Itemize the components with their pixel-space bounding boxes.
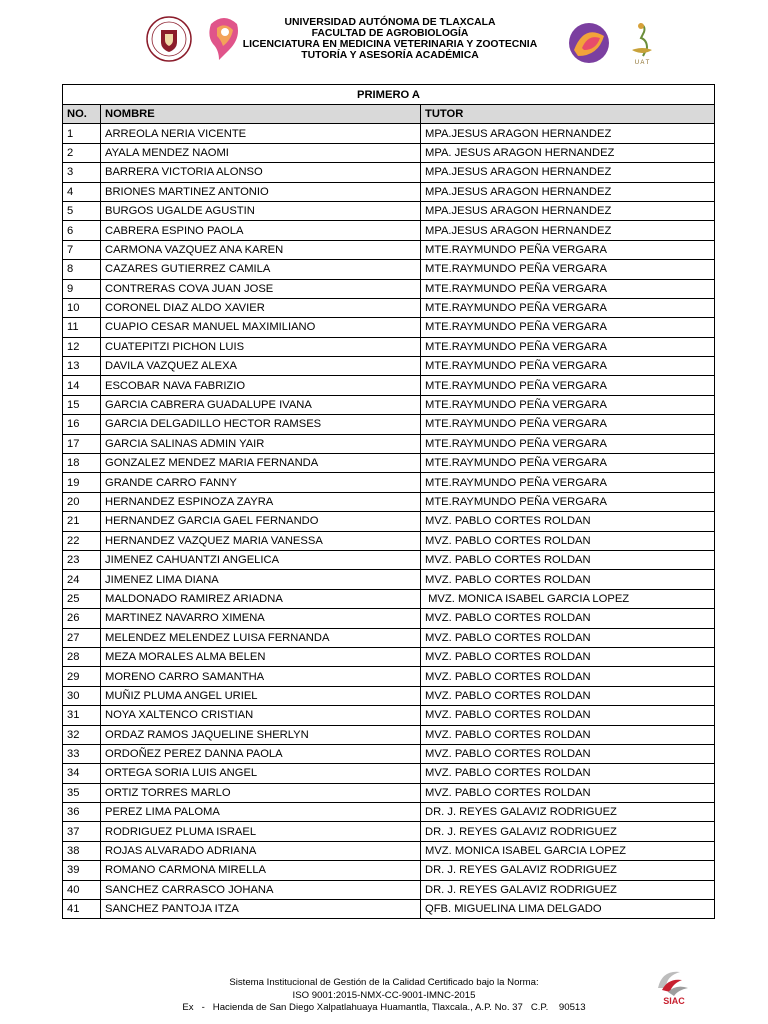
row-number: 33: [63, 744, 101, 763]
student-tutor-table: [62, 84, 715, 919]
table-row: [63, 260, 715, 279]
row-number: 29: [63, 667, 101, 686]
row-number: 16: [63, 415, 101, 434]
student-name: PEREZ LIMA PALOMA: [101, 803, 421, 822]
row-number: 1: [63, 124, 101, 143]
tutor-name: DR. J. REYES GALAVIZ RODRIGUEZ: [421, 803, 715, 822]
table-row: [63, 667, 715, 686]
row-number: 27: [63, 628, 101, 647]
table-row: [63, 764, 715, 783]
student-name: ROMANO CARMONA MIRELLA: [101, 861, 421, 880]
student-name: CONTRERAS COVA JUAN JOSE: [101, 279, 421, 298]
table-row: [63, 841, 715, 860]
tutor-name: MPA.JESUS ARAGON HERNANDEZ: [421, 221, 715, 240]
student-name: ORDOÑEZ PEREZ DANNA PAOLA: [101, 744, 421, 763]
table-row: [63, 531, 715, 550]
table-row: [63, 473, 715, 492]
table-row: [63, 279, 715, 298]
row-number: 18: [63, 454, 101, 473]
tutor-name: MTE.RAYMUNDO PEÑA VERGARA: [421, 415, 715, 434]
row-number: 5: [63, 201, 101, 220]
student-name: MARTINEZ NAVARRO XIMENA: [101, 609, 421, 628]
footer-iso-line: ISO 9001:2015-NMX-CC-9001-IMNC-2015: [292, 989, 476, 1001]
tutor-name: MVZ. PABLO CORTES ROLDAN: [421, 764, 715, 783]
student-name: CARMONA VAZQUEZ ANA KAREN: [101, 240, 421, 259]
tutor-name: QFB. MIGUELINA LIMA DELGADO: [421, 900, 715, 919]
table-row: [63, 395, 715, 414]
student-name: ORTEGA SORIA LUIS ANGEL: [101, 764, 421, 783]
student-name: SANCHEZ CARRASCO JOHANA: [101, 880, 421, 899]
tutor-name: MTE.RAYMUNDO PEÑA VERGARA: [421, 395, 715, 414]
table-row: [63, 454, 715, 473]
table-row: [63, 609, 715, 628]
row-number: 19: [63, 473, 101, 492]
row-number: 21: [63, 512, 101, 531]
tutor-name: MPA.JESUS ARAGON HERNANDEZ: [421, 163, 715, 182]
tutor-name: MVZ. PABLO CORTES ROLDAN: [421, 647, 715, 666]
row-number: 14: [63, 376, 101, 395]
row-number: 11: [63, 318, 101, 337]
row-number: 26: [63, 609, 101, 628]
student-name: CUAPIO CESAR MANUEL MAXIMILIANO: [101, 318, 421, 337]
student-name: HERNANDEZ VAZQUEZ MARIA VANESSA: [101, 531, 421, 550]
tutor-name: DR. J. REYES GALAVIZ RODRIGUEZ: [421, 880, 715, 899]
table-row: [63, 415, 715, 434]
student-name: GARCIA DELGADILLO HECTOR RAMSES: [101, 415, 421, 434]
tutor-name: MVZ. PABLO CORTES ROLDAN: [421, 667, 715, 686]
tutor-name: MVZ. PABLO CORTES ROLDAN: [421, 706, 715, 725]
row-number: 25: [63, 589, 101, 608]
program-name: TUTORÍA Y ASESORÍA ACADÉMICA: [301, 50, 479, 61]
row-number: 13: [63, 357, 101, 376]
tutor-name: MTE.RAYMUNDO PEÑA VERGARA: [421, 357, 715, 376]
row-number: 22: [63, 531, 101, 550]
tutor-name: MTE.RAYMUNDO PEÑA VERGARA: [421, 337, 715, 356]
student-name: ESCOBAR NAVA FABRIZIO: [101, 376, 421, 395]
tutor-name: MVZ. PABLO CORTES ROLDAN: [421, 628, 715, 647]
row-number: 7: [63, 240, 101, 259]
tutor-name: MVZ. MONICA ISABEL GARCIA LOPEZ: [421, 841, 715, 860]
table-row: [63, 221, 715, 240]
table-row: [63, 706, 715, 725]
table-row: [63, 570, 715, 589]
student-name: ORDAZ RAMOS JAQUELINE SHERLYN: [101, 725, 421, 744]
row-number: 20: [63, 492, 101, 511]
row-number: 31: [63, 706, 101, 725]
tutor-name: MTE.RAYMUNDO PEÑA VERGARA: [421, 298, 715, 317]
row-number: 6: [63, 221, 101, 240]
university-name: UNIVERSIDAD AUTÓNOMA DE TLAXCALA: [284, 17, 496, 28]
student-name: CUATEPITZI PICHON LUIS: [101, 337, 421, 356]
faculty-name: FACULTAD DE AGROBIOLOGÍA: [311, 28, 469, 39]
tutor-name: MTE.RAYMUNDO PEÑA VERGARA: [421, 473, 715, 492]
table-row: [63, 550, 715, 569]
mvz-logo-text: U A T: [634, 60, 650, 66]
table-row: [63, 143, 715, 162]
table-row: [63, 298, 715, 317]
student-name: MEZA MORALES ALMA BELEN: [101, 647, 421, 666]
student-name: JIMENEZ CAHUANTZI ANGELICA: [101, 550, 421, 569]
tutor-name: MVZ. PABLO CORTES ROLDAN: [421, 609, 715, 628]
student-name: RODRIGUEZ PLUMA ISRAEL: [101, 822, 421, 841]
tutor-name: MTE.RAYMUNDO PEÑA VERGARA: [421, 454, 715, 473]
tutoria-logo: [568, 20, 610, 66]
row-number: 3: [63, 163, 101, 182]
row-number: 34: [63, 764, 101, 783]
tutor-name: MVZ. PABLO CORTES ROLDAN: [421, 550, 715, 569]
student-name: CORONEL DIAZ ALDO XAVIER: [101, 298, 421, 317]
row-number: 40: [63, 880, 101, 899]
tutor-name: MPA.JESUS ARAGON HERNANDEZ: [421, 182, 715, 201]
table-row: [63, 822, 715, 841]
page-header: [0, 0, 768, 80]
student-name: MALDONADO RAMIREZ ARIADNA: [101, 589, 421, 608]
student-name: BARRERA VICTORIA ALONSO: [101, 163, 421, 182]
student-name: HERNANDEZ GARCIA GAEL FERNANDO: [101, 512, 421, 531]
tutor-name: DR. J. REYES GALAVIZ RODRIGUEZ: [421, 822, 715, 841]
table-row: [63, 512, 715, 531]
student-name: NOYA XALTENCO CRISTIAN: [101, 706, 421, 725]
student-name: CAZARES GUTIERREZ CAMILA: [101, 260, 421, 279]
tutor-name: MPA.JESUS ARAGON HERNANDEZ: [421, 124, 715, 143]
tutor-name: MVZ. MONICA ISABEL GARCIA LOPEZ: [421, 589, 715, 608]
tutor-name: MTE.RAYMUNDO PEÑA VERGARA: [421, 376, 715, 395]
student-name: AYALA MENDEZ NAOMI: [101, 143, 421, 162]
table-row: [63, 240, 715, 259]
row-number: 37: [63, 822, 101, 841]
table-row: [63, 201, 715, 220]
row-number: 30: [63, 686, 101, 705]
student-name: BRIONES MARTINEZ ANTONIO: [101, 182, 421, 201]
tutor-name: MTE.RAYMUNDO PEÑA VERGARA: [421, 492, 715, 511]
table-row: [63, 182, 715, 201]
row-number: 39: [63, 861, 101, 880]
footer-quality-line: Sistema Institucional de Gestión de la Calidad Certificado bajo la Norma:: [229, 977, 539, 988]
tutor-name: MVZ. PABLO CORTES ROLDAN: [421, 531, 715, 550]
page-footer: [150, 977, 618, 1015]
student-name: GARCIA CABRERA GUADALUPE IVANA: [101, 395, 421, 414]
row-number: 38: [63, 841, 101, 860]
student-name: DAVILA VAZQUEZ ALEXA: [101, 357, 421, 376]
table-row: [63, 124, 715, 143]
row-number: 10: [63, 298, 101, 317]
tutor-name: MVZ. PABLO CORTES ROLDAN: [421, 744, 715, 763]
row-number: 35: [63, 783, 101, 802]
student-name: GONZALEZ MENDEZ MARIA FERNANDA: [101, 454, 421, 473]
tutor-name: MTE.RAYMUNDO PEÑA VERGARA: [421, 260, 715, 279]
table-row: [63, 880, 715, 899]
student-name: ORTIZ TORRES MARLO: [101, 783, 421, 802]
row-number: 9: [63, 279, 101, 298]
table-row: [63, 861, 715, 880]
tutor-name: MTE.RAYMUNDO PEÑA VERGARA: [421, 240, 715, 259]
footer-address-line: Ex - Hacienda de San Diego Xalpatlahuaya Huamantla, Tlaxcala., A.P. No. 37 C.P. 90513: [182, 1002, 586, 1013]
table-row: [63, 783, 715, 802]
student-name: CABRERA ESPINO PAOLA: [101, 221, 421, 240]
siac-logo: [650, 966, 698, 1006]
row-number: 4: [63, 182, 101, 201]
table-row: [63, 686, 715, 705]
row-number: 15: [63, 395, 101, 414]
tutor-name: MTE.RAYMUNDO PEÑA VERGARA: [421, 279, 715, 298]
table-row: [63, 163, 715, 182]
row-number: 24: [63, 570, 101, 589]
degree-name: LICENCIATURA EN MEDICINA VETERINARIA Y ZOOTECNIA: [242, 39, 538, 50]
tutor-name: MPA. JESUS ARAGON HERNANDEZ: [421, 143, 715, 162]
row-number: 17: [63, 434, 101, 453]
row-number: 32: [63, 725, 101, 744]
tutor-name: MVZ. PABLO CORTES ROLDAN: [421, 512, 715, 531]
table-row: [63, 337, 715, 356]
column-header-no: NO.: [63, 105, 101, 124]
uat-seal-logo: [146, 16, 192, 62]
table-row: [63, 803, 715, 822]
tutor-name: MTE.RAYMUNDO PEÑA VERGARA: [421, 434, 715, 453]
student-name: SANCHEZ PANTOJA ITZA: [101, 900, 421, 919]
student-name: GRANDE CARRO FANNY: [101, 473, 421, 492]
table-row: [63, 492, 715, 511]
student-name: BURGOS UGALDE AGUSTIN: [101, 201, 421, 220]
tutor-name: MTE.RAYMUNDO PEÑA VERGARA: [421, 318, 715, 337]
tutor-name: MPA.JESUS ARAGON HERNANDEZ: [421, 201, 715, 220]
row-number: 41: [63, 900, 101, 919]
row-number: 23: [63, 550, 101, 569]
student-name: MELENDEZ MELENDEZ LUISA FERNANDA: [101, 628, 421, 647]
row-number: 12: [63, 337, 101, 356]
table-body: [63, 124, 715, 919]
tutor-name: DR. J. REYES GALAVIZ RODRIGUEZ: [421, 861, 715, 880]
table-row: [63, 900, 715, 919]
table-row: [63, 725, 715, 744]
table-row: [63, 318, 715, 337]
tutor-name: MVZ. PABLO CORTES ROLDAN: [421, 570, 715, 589]
siac-label: SIAC: [663, 996, 685, 1006]
row-number: 28: [63, 647, 101, 666]
student-name: MUÑIZ PLUMA ANGEL URIEL: [101, 686, 421, 705]
student-name: HERNANDEZ ESPINOZA ZAYRA: [101, 492, 421, 511]
student-name: GARCIA SALINAS ADMIN YAIR: [101, 434, 421, 453]
column-header-tutor: TUTOR: [421, 105, 715, 124]
row-number: 8: [63, 260, 101, 279]
table-row: [63, 376, 715, 395]
tutor-name: MVZ. PABLO CORTES ROLDAN: [421, 686, 715, 705]
column-header-nombre: NOMBRE: [101, 105, 421, 124]
mvz-logo: [626, 20, 658, 66]
table-row: [63, 357, 715, 376]
student-name: JIMENEZ LIMA DIANA: [101, 570, 421, 589]
institution-titles: [240, 17, 540, 61]
tutor-name: MVZ. PABLO CORTES ROLDAN: [421, 725, 715, 744]
group-title: PRIMERO A: [63, 85, 715, 105]
student-name: ROJAS ALVARADO ADRIANA: [101, 841, 421, 860]
table-row: [63, 589, 715, 608]
agrobiologia-logo: [205, 14, 243, 62]
table-row: [63, 647, 715, 666]
row-number: 2: [63, 143, 101, 162]
student-name: ARREOLA NERIA VICENTE: [101, 124, 421, 143]
tutor-name: MVZ. PABLO CORTES ROLDAN: [421, 783, 715, 802]
table-row: [63, 628, 715, 647]
row-number: 36: [63, 803, 101, 822]
table-row: [63, 744, 715, 763]
student-name: MORENO CARRO SAMANTHA: [101, 667, 421, 686]
table-row: [63, 434, 715, 453]
